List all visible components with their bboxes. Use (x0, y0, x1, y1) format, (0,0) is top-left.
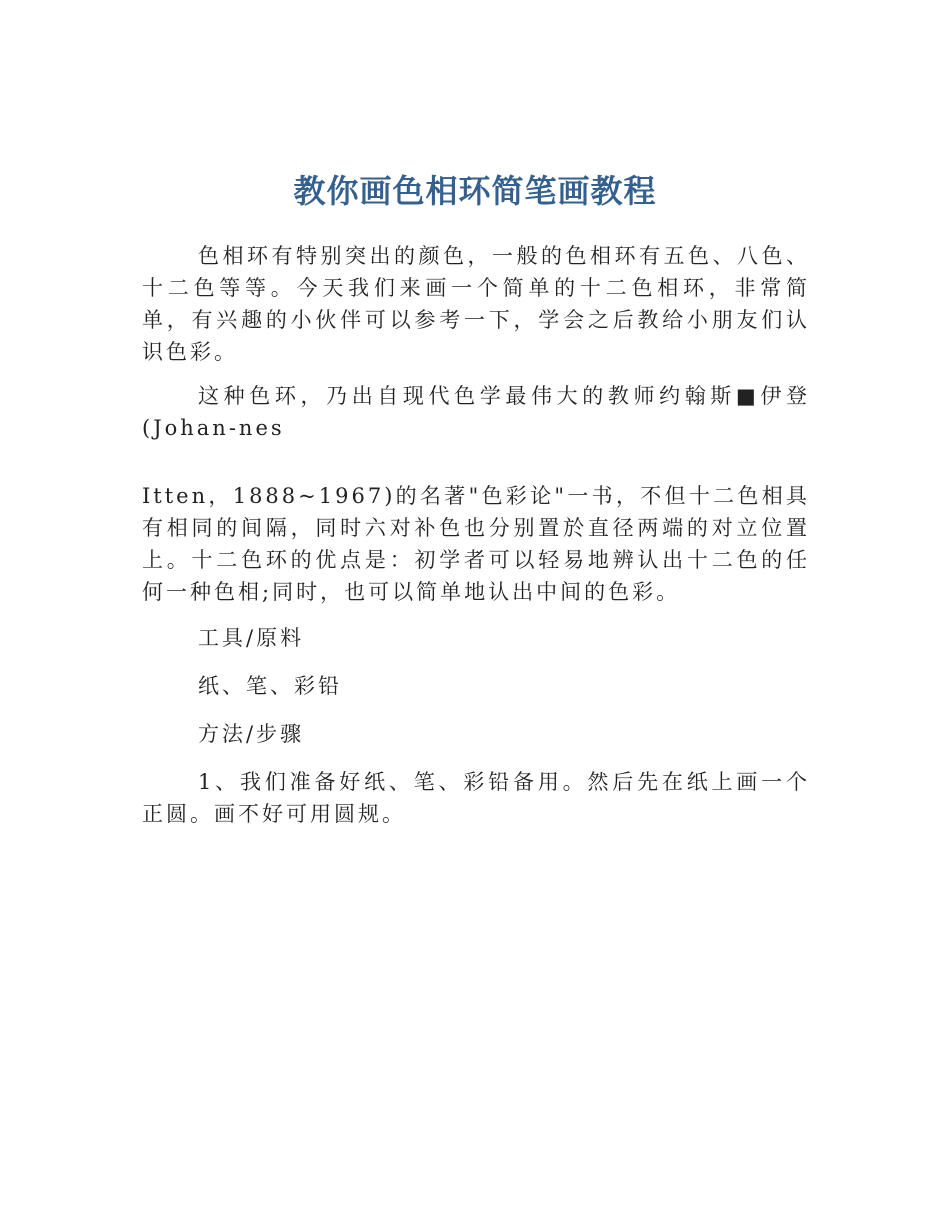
document-title: 教你画色相环简笔画教程 (293, 172, 657, 211)
paragraph-step-1: 1、我们准备好纸、笔、彩铅备用。然后先在纸上画一个正圆。画不好可用圆规。 (142, 770, 810, 826)
paragraph-intro: 色相环有特别突出的颜色，一般的色相环有五色、八色、十二色等等。今天我们来画一个简单的十二色相环，非常简单，有兴趣的小伙伴可以参考一下，学会之后教给小朋友们认识色彩。 (142, 244, 810, 364)
paragraph-materials: 纸、笔、彩铅 (198, 674, 342, 698)
paragraph-origin-continued: Itten，1888~1967)的名著"色彩论"一书，不但十二色相具有相同的间隔，同时六对补色也分别置於直径两端的对立位置上。十二色环的优点是：初学者可以轻易地辨认出十二色的任何一种色相;同时，也可以简单地认出中间的色彩。 (142, 484, 810, 604)
heading-steps: 方法/步骤 (198, 722, 305, 746)
heading-tools: 工具/原料 (198, 626, 305, 650)
paragraph-origin: 这种色环，乃出自现代色学最伟大的教师约翰斯■伊登(Johan-nes (142, 384, 810, 440)
document-body (142, 240, 810, 842)
